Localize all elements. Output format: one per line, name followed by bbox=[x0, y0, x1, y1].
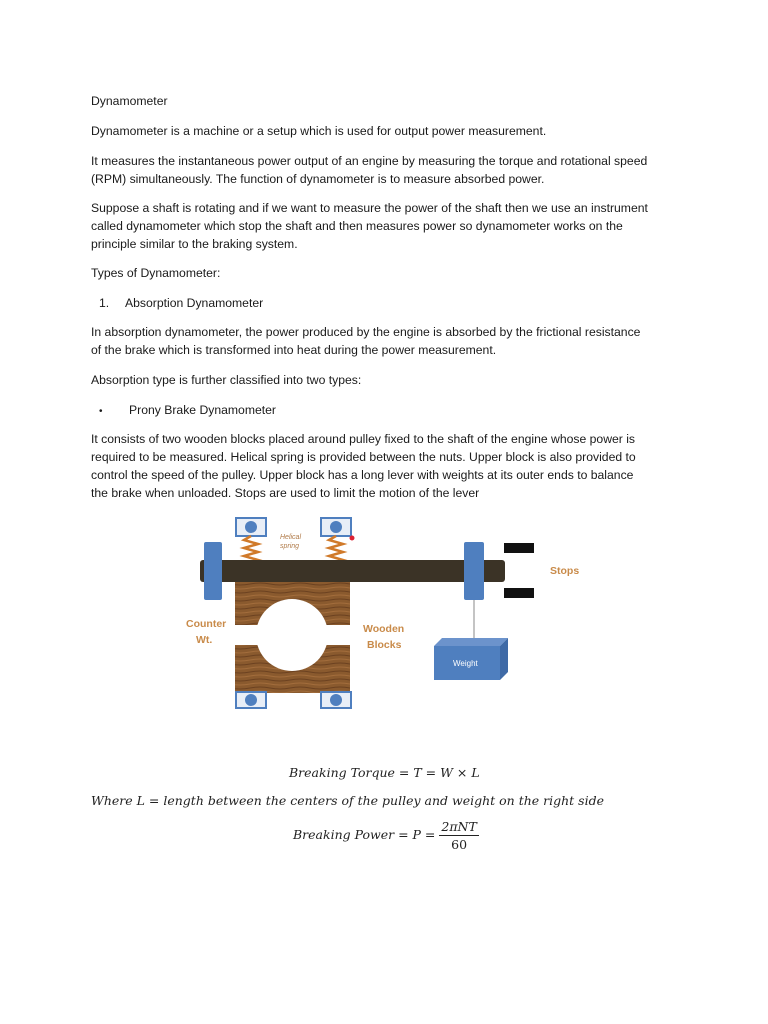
prony-brake-diagram bbox=[170, 510, 590, 715]
paragraph-classified: Absorption type is further classified into two types: bbox=[91, 373, 362, 387]
shaft-lever bbox=[200, 560, 505, 582]
power-fraction bbox=[439, 819, 478, 852]
list-number: 1. bbox=[99, 296, 110, 310]
paragraph-shaft-line2: called dynamometer which stop the shaft and then measures power so dynamometer works on the bbox=[91, 219, 623, 233]
paragraph-measures-line1: It measures the instantaneous power output of an engine by measuring the torque and rotational speed bbox=[91, 154, 648, 168]
counter-weight-block bbox=[204, 542, 222, 600]
paragraph-prony-line3: control the speed of the pulley. Upper block has a long lever with weights at its outer ends to balance bbox=[91, 468, 634, 482]
marker-dot bbox=[350, 536, 355, 541]
counter-wt-label-1: Counter bbox=[186, 618, 227, 630]
paragraph-absorption-line2: of the brake which is transformed into heat during the power measurement. bbox=[91, 343, 497, 357]
wooden-label-2: Blocks bbox=[367, 639, 402, 651]
equation-breaking-power bbox=[293, 819, 479, 852]
power-denominator: 60 bbox=[451, 837, 468, 852]
bullet-symbol: • bbox=[99, 406, 103, 417]
stops-label: Stops bbox=[550, 565, 580, 577]
upper-nut-left bbox=[236, 518, 266, 536]
paragraph-prony-line2: required to be measured. Helical spring is provided between the nuts. Upper block is also provided to bbox=[91, 450, 636, 464]
lower-nut-left bbox=[236, 692, 266, 708]
paragraph-definition: Dynamometer is a machine or a setup which is used for output power measurement. bbox=[91, 124, 547, 138]
helical-spring-left bbox=[244, 536, 258, 562]
list-item-text: Absorption Dynamometer bbox=[125, 296, 264, 310]
bullet-list-item bbox=[91, 401, 691, 422]
equation-where-note: Where L = length between the centers of the pulley and weight on the right side bbox=[91, 793, 604, 808]
doc-title: Dynamometer bbox=[91, 94, 168, 108]
wooden-label-1: Wooden bbox=[363, 623, 405, 635]
weight-label: Weight bbox=[453, 659, 478, 668]
power-lhs: Breaking Power = P = bbox=[293, 827, 436, 842]
stop-lower bbox=[504, 588, 534, 598]
stop-upper bbox=[504, 543, 534, 553]
helical-label-2: spring bbox=[280, 543, 300, 550]
types-heading: Types of Dynamometer: bbox=[91, 266, 221, 280]
numbered-list-item bbox=[91, 294, 691, 313]
paragraph-shaft-line1: Suppose a shaft is rotating and if we want to measure the power of the shaft then we use an instrument bbox=[91, 201, 648, 215]
paragraph-measures-line2: (RPM) simultaneously. The function of dynamometer is to measure absorbed power. bbox=[91, 172, 545, 186]
upper-nut-right bbox=[321, 518, 351, 536]
helical-spring-right bbox=[329, 536, 343, 562]
lower-nut-right bbox=[321, 692, 351, 708]
lever-end-block bbox=[464, 542, 484, 600]
paragraph-prony-line1: It consists of two wooden blocks placed around pulley fixed to the shaft of the engine whose power is bbox=[91, 432, 636, 446]
power-numerator: 2πNT bbox=[441, 819, 477, 834]
paragraph-absorption-line1: In absorption dynamometer, the power produced by the engine is absorbed by the frictional resistance bbox=[91, 325, 641, 339]
bullet-item-text: Prony Brake Dynamometer bbox=[129, 403, 276, 417]
equation-breaking-torque: Breaking Torque = T = W × L bbox=[289, 765, 480, 780]
helical-label-1: Helical bbox=[280, 534, 302, 541]
counter-wt-label-2: Wt. bbox=[196, 634, 213, 646]
paragraph-prony-line4: the brake when unloaded. Stops are used to limit the motion of the lever bbox=[91, 486, 480, 500]
paragraph-shaft-line3: principle similar to the braking system. bbox=[91, 237, 298, 251]
pulley bbox=[256, 599, 328, 671]
